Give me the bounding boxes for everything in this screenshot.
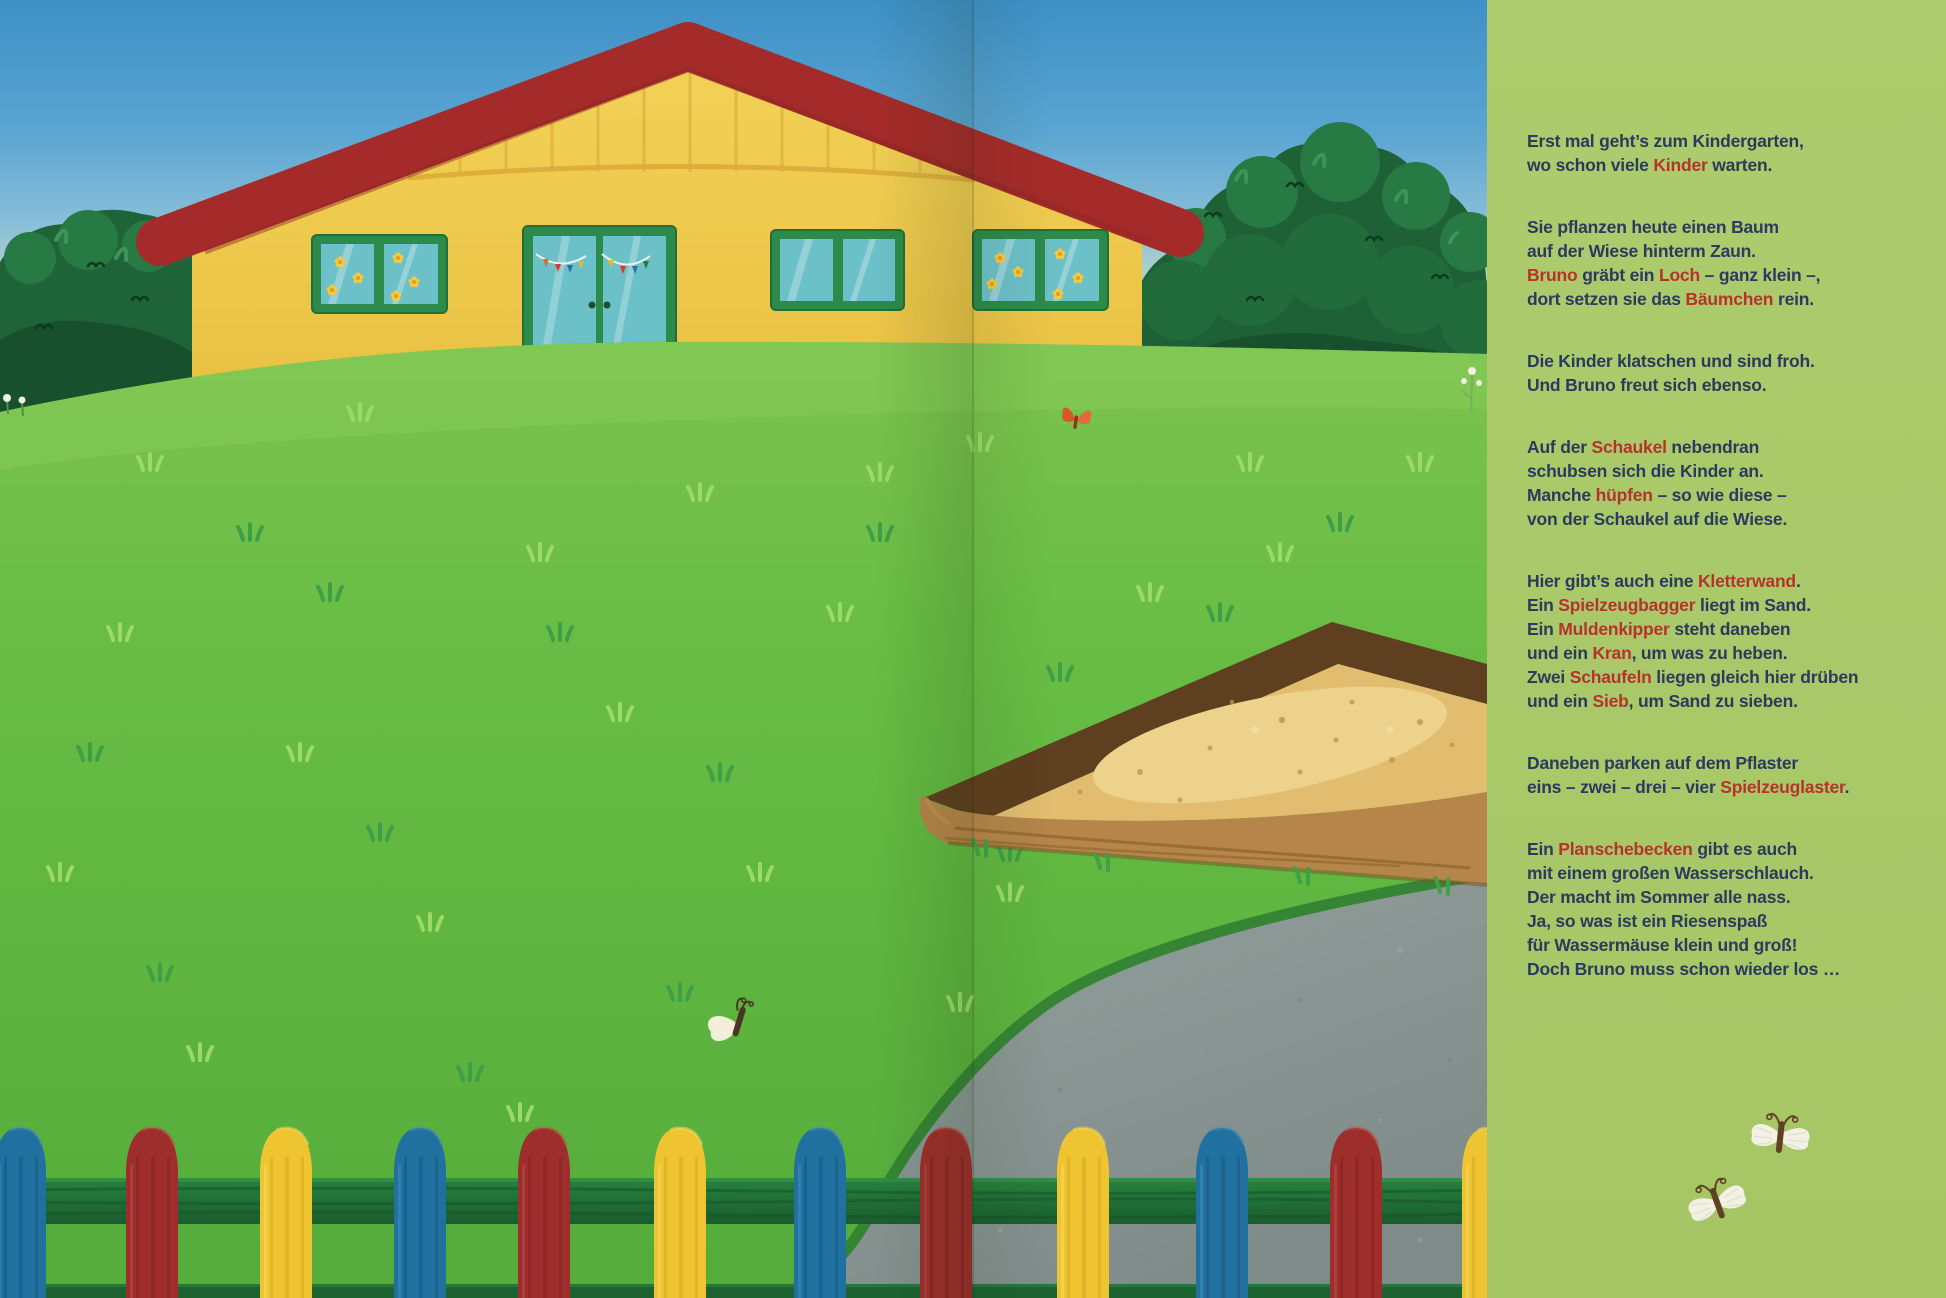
fence-picket	[126, 1128, 178, 1298]
poem-stanza: Die Kinder klatschen und sind froh. Und Bruno freut sich ebenso.	[1527, 351, 1815, 395]
poem	[1527, 129, 1917, 1019]
page-fold	[874, 0, 1053, 1298]
text-panel	[1487, 0, 1946, 1298]
fence-picket	[1462, 1128, 1487, 1298]
poem-stanza: Erst mal geht’s zum Kindergarten, wo schon viele Kinder warten.	[1527, 131, 1804, 175]
poem-stanza: Daneben parken auf dem Pflaster eins – zwei – drei – vier Spielzeuglaster.	[1527, 753, 1850, 797]
fence-picket	[1196, 1128, 1248, 1298]
fence-picket	[394, 1128, 446, 1298]
poem-stanza: Sie pflanzen heute einen Baum auf der Wiese hinterm Zaun. Bruno gräbt ein Loch – ganz klein –, dort setzen sie das Bäumchen rein.	[1527, 217, 1821, 309]
fence-picket	[1330, 1128, 1382, 1298]
window-left	[312, 235, 447, 313]
poem-stanza: Auf der Schaukel nebendran schubsen sich die Kinder an. Manche hüpfen – so wie diese – von der Schaukel auf die Wiese.	[1527, 437, 1788, 529]
fence-picket	[260, 1128, 312, 1298]
fence-picket	[0, 1128, 46, 1298]
butterfly-white-icon	[1679, 1162, 1749, 1232]
poem-stanza: Hier gibt’s auch eine Kletterwand. Ein Spielzeugbagger liegt im Sand. Ein Muldenkipper steht daneben und ein Kran, um was zu heben. Zwei Schaufeln liegen gleich hier drüben und ein Sieb, um Sand zu sieben.	[1527, 571, 1859, 711]
fence-picket	[1057, 1128, 1109, 1298]
butterfly-white-icon	[1745, 1095, 1815, 1165]
door	[523, 226, 676, 358]
poem-stanza: Ein Planschebecken gibt es auch mit einem großen Wasserschlauch. Der macht im Sommer alle nass. Ja, so was ist ein Riesenspaß für Wassermäuse klein und groß! Doch Bruno muss schon wieder los …	[1527, 839, 1841, 979]
fence-picket	[654, 1128, 706, 1298]
fence-picket	[794, 1128, 846, 1298]
fence-picket	[518, 1128, 570, 1298]
